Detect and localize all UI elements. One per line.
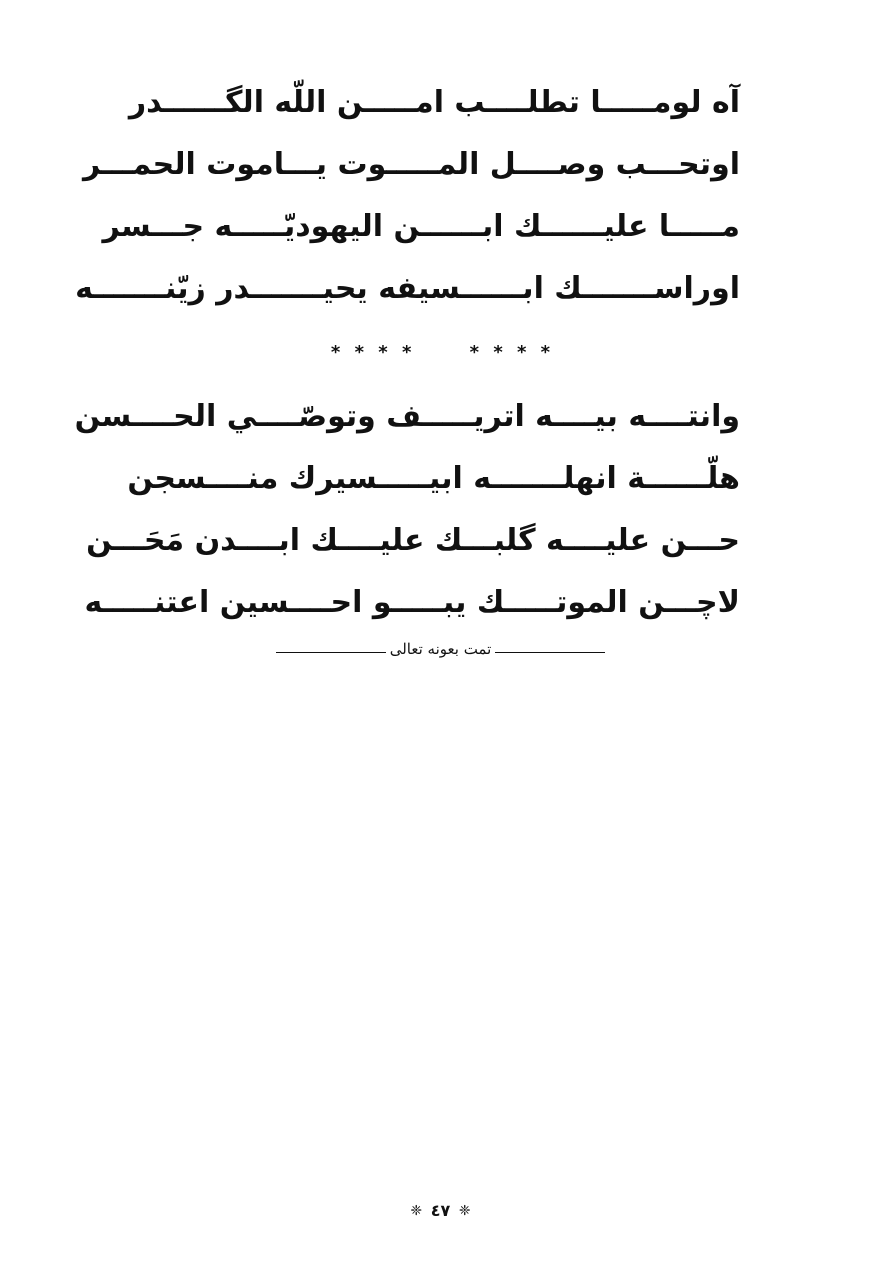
colophon-rule-left	[276, 652, 386, 653]
verse-line: لاچـــن الموتـــــك يبـــــو احــــسين اعتنـــــه	[84, 585, 740, 620]
colophon-text: تمت بعونه تعالى	[389, 640, 492, 658]
separator-stars: * * * *	[469, 342, 555, 363]
verse-line: اوتحـــب وصــــل المـــــوت يـــاموت الحمـــر	[83, 147, 740, 182]
colophon	[0, 640, 881, 658]
verse-line: وانتــــه بيــــه اتريـــــف وتوصّــــي الحــــسن	[74, 399, 740, 434]
verse-line: حـــن عليــــه گلبـــك عليــــك ابــــدن مَحَـــن	[86, 523, 740, 558]
poem	[74, 72, 740, 634]
page-number-value: ٤٧	[430, 1201, 451, 1220]
colophon-rule-right	[495, 652, 605, 653]
verse-line: هلّــــــة انهلـــــــه ابيـــــسيرك منــــسجن	[127, 461, 740, 496]
separator-stars: * * * *	[330, 342, 416, 363]
verse-line: اوراســـــــك ابــــــسيفه يحيـــــــدر زيّنـــــــه	[75, 271, 740, 306]
verse-line: آه لومـــــا تطلــــب امـــــن اللّه الگــــــدر	[128, 85, 740, 120]
ornament-icon: ❈	[410, 1202, 423, 1219]
verse-line: مـــــا عليــــــك ابــــــن اليهوديّـــــه جـــسر	[102, 209, 740, 244]
ornament-icon: ❈	[458, 1202, 471, 1219]
stanza-separator	[145, 320, 740, 386]
page-number	[0, 1200, 881, 1220]
